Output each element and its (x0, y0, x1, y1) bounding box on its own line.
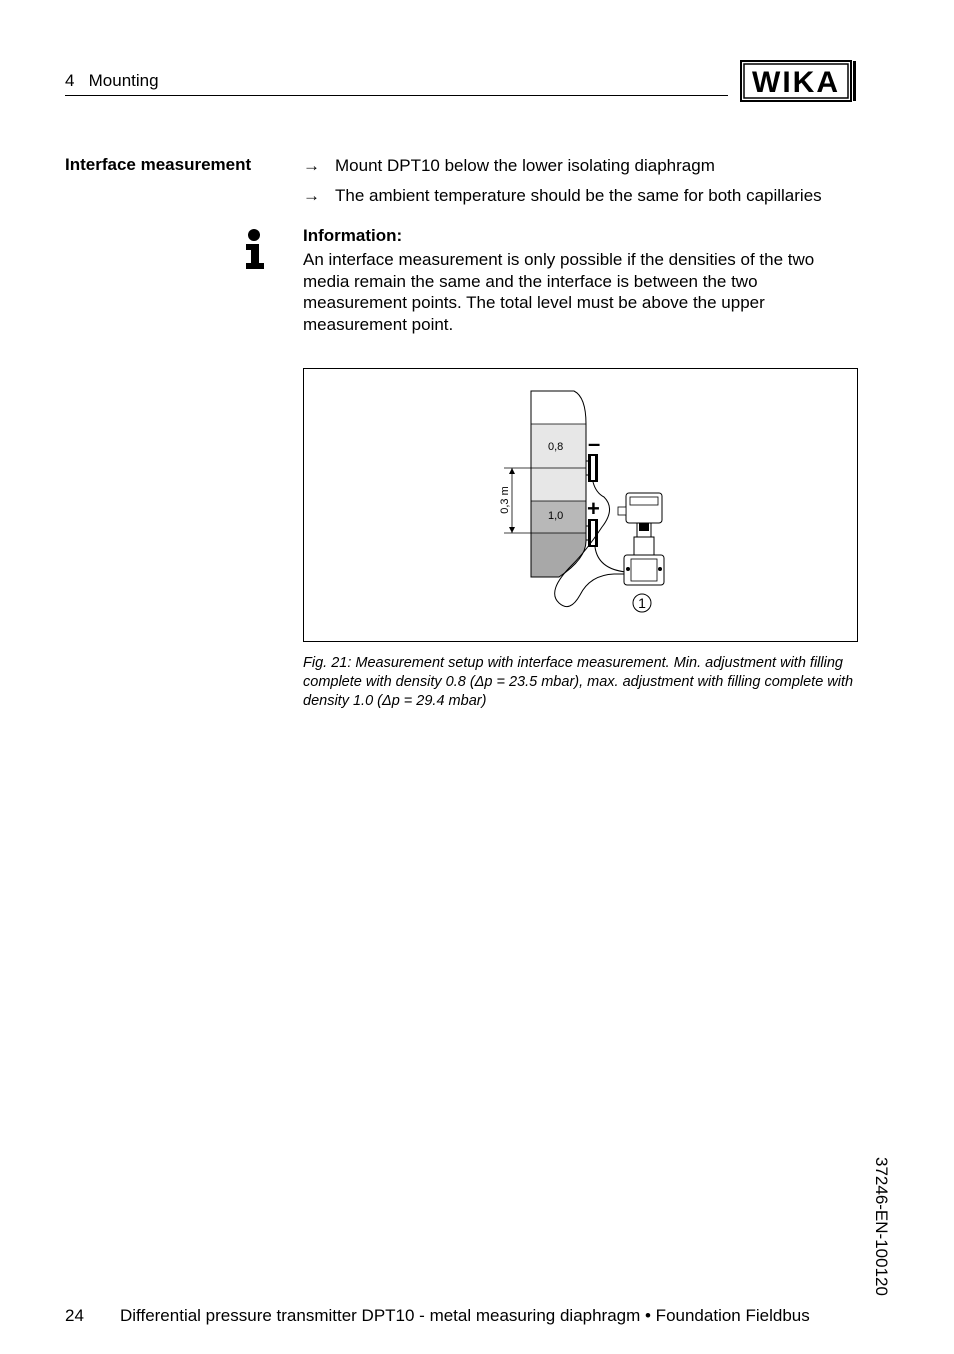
upper-density-label: 0,8 (548, 441, 564, 453)
arrow-right-icon: → (303, 156, 320, 175)
figure-frame (303, 368, 858, 642)
figure-caption: Fig. 21: Measurement setup with interface measurement. Min. adjustment with filling complete with density 0.8 (Δp = 23.5 mbar), max. adjustment with filling complete with density 1.0 (Δp = 29.4 mbar) (303, 655, 854, 709)
footer (65, 1306, 810, 1326)
side-heading: Interface measurement (65, 155, 252, 174)
header-rule (65, 95, 728, 96)
measurement-diagram (304, 369, 857, 641)
minus-sign: – (588, 431, 601, 456)
document-id (870, 1155, 894, 1305)
document-id-text: 37246-EN-100120 (872, 1157, 891, 1296)
bullet-item-2 (303, 186, 822, 206)
info-icon (244, 228, 266, 270)
callout-number: 1 (638, 595, 646, 611)
plus-sign: + (587, 496, 600, 521)
info-body: An interface measurement is only possible if the densities of the two media remain the same and the interface is between the two measurement points. The total level must be above the upper measurement point. (303, 250, 815, 335)
bullet-text: Mount DPT10 below the lower isolating diaphragm (335, 156, 715, 175)
lower-density-label: 1,0 (548, 510, 564, 522)
arrow-right-icon: → (303, 186, 320, 205)
header-section-title: 4 Mounting (65, 71, 159, 90)
bullet-item-1 (303, 156, 715, 176)
page-number: 24 (65, 1306, 84, 1325)
footer-title: Differential pressure transmitter DPT10 - metal measuring diaphragm • Foundation Fieldbus (120, 1306, 810, 1325)
logo-text: WIKA (752, 66, 840, 99)
info-title: Information: (303, 226, 403, 245)
bullet-text: The ambient temperature should be the same for both capillaries (335, 186, 822, 205)
distance-label: 0,3 m (499, 486, 511, 514)
wika-logo (740, 60, 857, 102)
